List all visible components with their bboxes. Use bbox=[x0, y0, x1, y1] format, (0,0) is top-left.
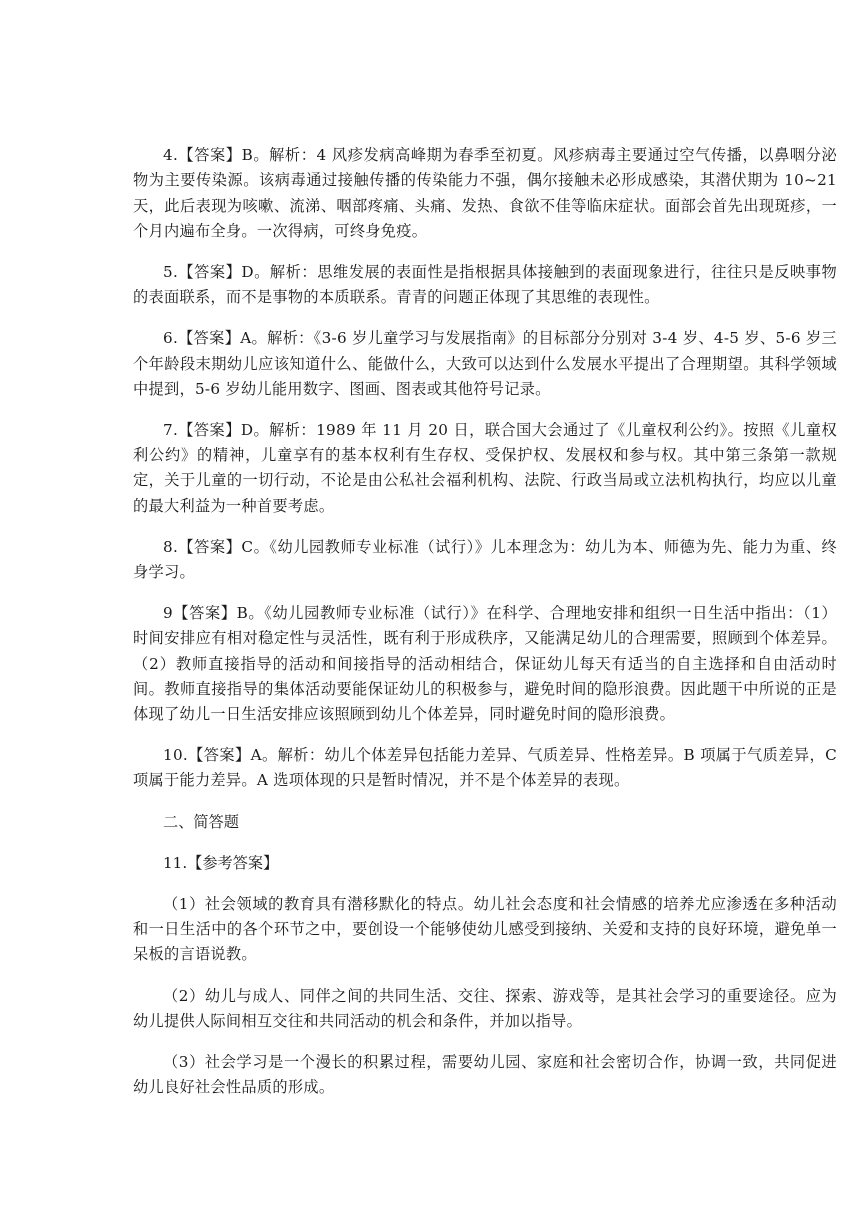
reference-answer-3: （3）社会学习是一个漫长的积累过程，需要幼儿园、家庭和社会密切合作，协调一致，共同促进幼儿良好社会性品质的形成。 bbox=[133, 1053, 837, 1097]
answer-explanation-5: 5.【答案】D。解析：思维发展的表面性是指根据具体接触到的表面现象进行，往往只是反映事物的表面联系，而不是事物的本质联系。青青的问题正体现了其思维的表现性。 bbox=[133, 263, 837, 307]
answer-explanation-9: 9【答案】B。《幼儿园教师专业标准（试行）》在科学、合理地安排和组织一日生活中指出：（1）时间安排应有相对稳定性与灵活性，既有利于形成秩序，又能满足幼儿的合理需要，照顾到个体差异。（2）教师直接指导的活动和间接指导的活动相结合，保证幼儿每天有适当的自主选择和自由活动时间。教师直接指导的集体活动要能保证幼儿的积极参与，避免时间的隐形浪费。因此题干中所说的正是体现了幼儿一日生活安排应该照顾到幼儿个体差异，同时避免时间的隐形浪费。 bbox=[133, 604, 837, 724]
answer-explanation-7: 7.【答案】D。解析：1989 年 11 月 20 日，联合国大会通过了《儿童权利公约》。按照《儿童权利公约》的精神，儿童享有的基本权利有生存权、受保护权、发展权和参与权。其中第三条第一款规定，关于儿童的一切行动，不论是由公私社会福利机构、法院、行政当局或立法机构执行，均应以儿童的最大利益为一种首要考虑。 bbox=[133, 421, 837, 515]
reference-answer-1: （1）社会领域的教育具有潜移默化的特点。幼儿社会态度和社会情感的培养尤应渗透在多种活动和一日生活中的各个环节之中，要创设一个能够使幼儿感受到接纳、关爱和支持的良好环境，避免单一呆板的言语说教。 bbox=[133, 895, 837, 964]
reference-answer-2: （2）幼儿与成人、同伴之间的共同生活、交往、探索、游戏等，是其社会学习的重要途径。应为幼儿提供人际间相互交往和共同活动的机会和条件，并加以指导。 bbox=[133, 986, 837, 1030]
answer-explanation-10: 10.【答案】A。解析：幼儿个体差异包括能力差异、气质差异、性格差异。B 项属于气质差异，C 项属于能力差异。A 选项体现的只是暂时情况，并不是个体差异的表现。 bbox=[133, 746, 837, 790]
answer-explanation-8: 8.【答案】C。《幼儿园教师专业标准（试行）》儿本理念为：幼儿为本、师德为先、能力为重、终身学习。 bbox=[133, 537, 837, 582]
answer-explanation-4: 4.【答案】B。解析：4 风疹发病高峰期为春季至初夏。风疹病毒主要通过空气传播，以鼻咽分泌物为主要传染源。该病毒通过接触传播的传染能力不强，偶尔接触未必形成感染，其潜伏期为 10~21 天，此后表现为咳嗽、流涕、咽部疼痛、头痛、发热、食欲不佳等临床症状。面部会首先出现斑疹，一个月内遍布全身。一次得病，可终身免疫。 bbox=[133, 146, 837, 240]
answer-explanation-6: 6.【答案】A。解析：《3-6 岁儿童学习与发展指南》的目标部分分别对 3-4 岁、4-5 岁、5-6 岁三个年龄段末期幼儿应该知道什么、能做什么，大致可以达到什么发展水平提出了合理期望。其科学领域中提到，5-6 岁幼儿能用数字、图画、图表或其他符号记录。 bbox=[133, 329, 837, 398]
question-label-11: 11.【参考答案】 bbox=[163, 853, 279, 872]
section-heading: 二、简答题 bbox=[163, 812, 239, 831]
